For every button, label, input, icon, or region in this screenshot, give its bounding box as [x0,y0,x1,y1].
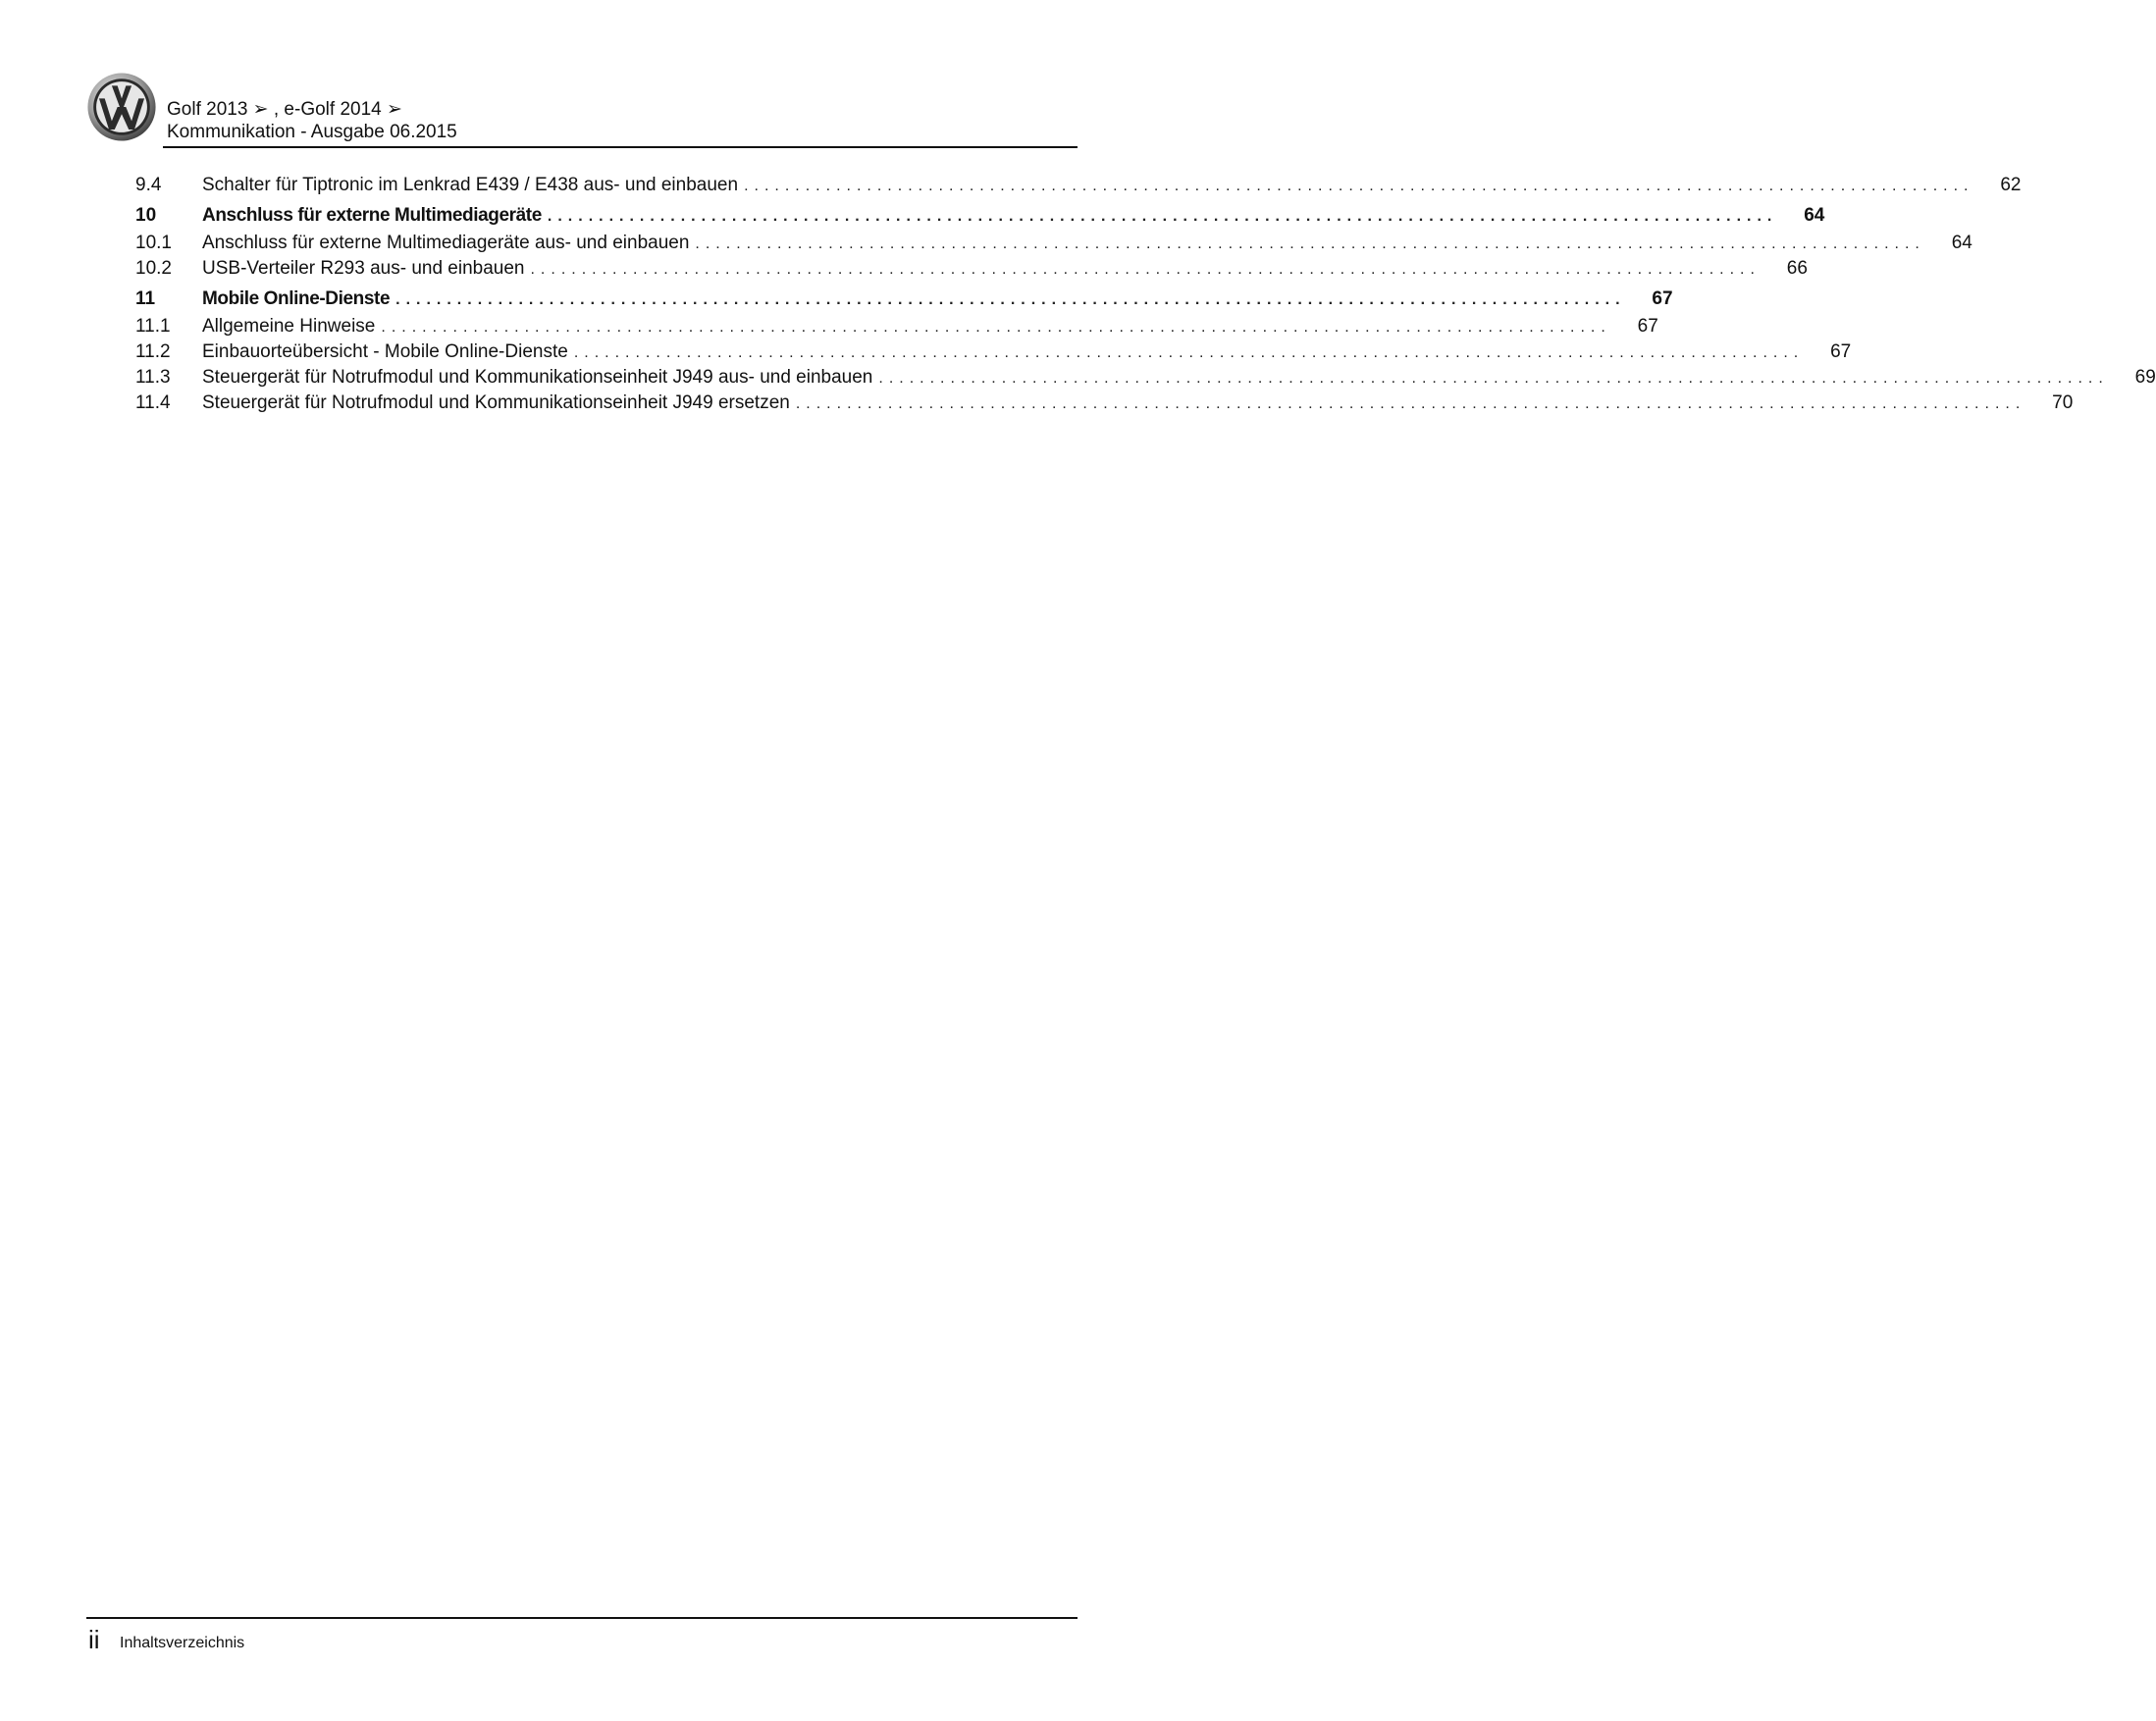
toc-dot-leader: ........................................................................................................................ [547,208,1778,225]
header-edition-line: Kommunikation - Ausgabe 06.2015 [167,122,457,142]
toc-entry-page: 67 [1637,316,1658,337]
toc-entry-number: 11.4 [135,392,171,413]
toc-entry-title: Einbauorteübersicht - Mobile Online-Dienste [202,341,568,362]
toc-dot-leader: ........................................................................................................................ [878,370,2109,387]
toc-entry-number: 11.3 [135,367,171,388]
toc-dot-leader: ........................................................................................................................ [795,395,2026,412]
footer-section-title: Inhaltsverzeichnis [120,1635,245,1651]
toc-entry[interactable] [135,256,1808,282]
toc-entry[interactable] [135,339,1852,365]
toc-entry[interactable] [135,314,1658,339]
toc-dot-leader: ........................................................................................................................ [695,235,1925,252]
toc-entry-number: 11 [135,288,156,309]
toc-entry-title: Steuergerät für Notrufmodul und Kommunikationseinheit J949 ersetzen [202,392,790,413]
toc-dot-leader: ........................................................................................................................ [381,319,1611,336]
toc-entry-page: 66 [1786,258,1808,279]
header-model-line: Golf 2013 ➢ , e-Golf 2014 ➢ [167,99,402,120]
toc-entry-title: Schalter für Tiptronic im Lenkrad E439 / E438 aus- und einbauen [202,175,739,195]
footer-divider [86,1617,1078,1619]
toc-entry-number: 10.2 [135,258,172,279]
toc-dot-leader: ........................................................................................................................ [395,291,1626,308]
toc-entry-number: 11.1 [135,316,171,337]
vw-logo-icon [86,72,157,142]
toc-entry-page: 62 [2000,175,2022,195]
toc-entry-title: Mobile Online-Dienste [202,288,391,309]
toc-entry[interactable] [135,391,2074,416]
toc-entry[interactable] [135,173,2022,198]
toc-entry-title: Anschluss für externe Multimediageräte aus- und einbauen [202,233,690,253]
toc-entry-page: 69 [2134,367,2156,388]
toc-entry-title: Allgemeine Hinweise [202,316,376,337]
toc-entry-page: 70 [2052,392,2074,413]
toc-entry-title: Anschluss für externe Multimediageräte [202,205,542,226]
toc-entry-number: 10.1 [135,233,172,253]
toc-entry[interactable] [135,365,2156,391]
toc-entry[interactable] [135,231,1972,256]
toc-entry-number: 10 [135,205,157,226]
toc-chapter-entry[interactable] [135,285,1673,314]
footer-page-number: ii [88,1625,100,1654]
toc-entry-page: 64 [1804,205,1825,226]
toc-dot-leader: ........................................................................................................................ [573,344,1805,361]
header-divider [163,146,1078,148]
toc-entry-title: Steuergerät für Notrufmodul und Kommunikationseinheit J949 aus- und einbauen [202,367,873,388]
toc-chapter-entry[interactable] [135,201,1825,231]
toc-dot-leader: ........................................................................................................................ [744,178,1974,194]
toc-entry-number: 11.2 [135,341,171,362]
toc-entry-number: 9.4 [135,175,162,195]
page-header [86,69,1078,151]
header-text [167,98,457,143]
table-of-contents [135,173,2156,416]
toc-entry-page: 64 [1951,233,1972,253]
toc-entry-page: 67 [1652,288,1673,309]
toc-entry-page: 67 [1830,341,1852,362]
toc-entry-title: USB-Verteiler R293 aus- und einbauen [202,258,525,279]
toc-dot-leader: ........................................................................................................................ [530,261,1761,278]
